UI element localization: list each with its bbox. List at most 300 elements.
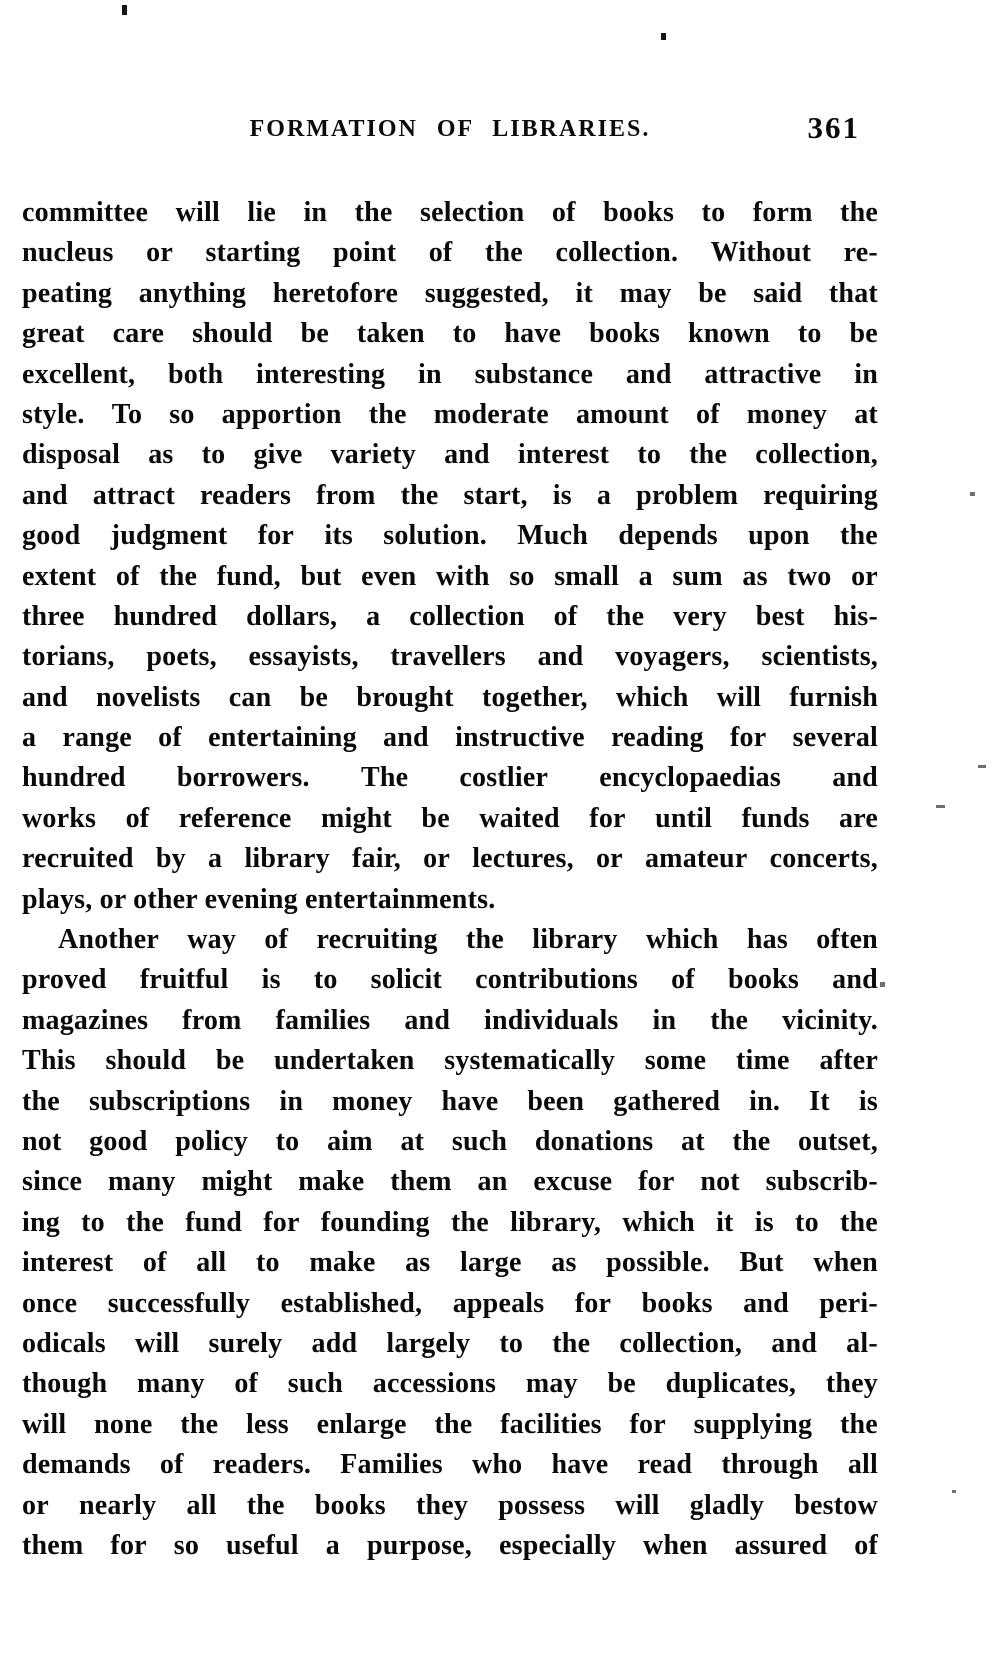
word: as — [148, 439, 174, 471]
word: might — [201, 1166, 273, 1198]
word: of — [264, 924, 289, 956]
word: for — [589, 802, 626, 834]
word: depends — [618, 520, 718, 552]
word: but — [300, 560, 342, 592]
word: to — [452, 318, 477, 350]
word: of — [428, 237, 453, 269]
word: books — [603, 197, 675, 228]
word: small — [554, 560, 619, 592]
word: nucleus — [22, 237, 114, 269]
text-line — [22, 1082, 878, 1122]
scan-speck — [122, 5, 127, 15]
word: and — [625, 358, 672, 390]
text-line — [22, 839, 878, 879]
word: ing — [22, 1206, 60, 1238]
word: money — [746, 398, 828, 430]
word: purpose, — [366, 1529, 473, 1561]
word: to — [313, 964, 338, 996]
text-line — [22, 557, 878, 597]
text-column — [22, 193, 878, 1566]
word: dollars, — [246, 600, 338, 632]
text-line — [22, 1162, 878, 1202]
word: be — [215, 1045, 245, 1077]
text-line — [22, 1243, 878, 1283]
word: will — [615, 1489, 660, 1521]
word: fund, — [216, 560, 281, 592]
word: so — [169, 398, 195, 430]
word: add — [311, 1327, 358, 1359]
word: borrowers. — [176, 762, 310, 794]
word: apportion — [221, 398, 342, 430]
word: care — [112, 318, 165, 350]
word: they — [415, 1489, 469, 1521]
word: will — [135, 1327, 180, 1359]
word: useful — [226, 1529, 299, 1561]
running-header: FORMATION OF LIBRARIES. — [249, 116, 651, 142]
text-line — [22, 637, 878, 677]
word: instructive — [455, 722, 585, 754]
word: as — [551, 1247, 577, 1279]
word: excellent, — [22, 358, 136, 390]
word: very — [673, 600, 727, 632]
word: and — [22, 681, 68, 713]
word: Another — [58, 924, 159, 956]
word: policy — [175, 1125, 248, 1157]
word: and — [537, 641, 584, 673]
word: essayists, — [248, 641, 359, 673]
text-line — [22, 476, 878, 516]
word: outset, — [798, 1125, 878, 1157]
word: point — [332, 237, 397, 269]
word: facilities — [500, 1408, 602, 1440]
scan-speck — [880, 982, 885, 987]
word: of — [551, 197, 576, 228]
word: a — [325, 1529, 340, 1561]
word: at — [681, 1125, 705, 1157]
word: the — [400, 479, 439, 511]
scan-speck — [978, 765, 986, 768]
word: best — [755, 600, 805, 632]
word: founding — [320, 1206, 430, 1238]
word: possess — [498, 1489, 586, 1521]
word: collection, — [755, 439, 878, 471]
word: magazines — [22, 1004, 149, 1036]
word: in — [418, 358, 442, 390]
word: subscrib- — [765, 1166, 878, 1198]
word: surely — [208, 1327, 283, 1359]
word: the — [434, 1408, 473, 1440]
word: or — [851, 560, 878, 592]
word: the — [552, 1327, 591, 1359]
word: in — [854, 358, 878, 390]
word: excuse — [533, 1166, 613, 1198]
word: collection, — [619, 1327, 743, 1359]
word: the — [484, 237, 523, 269]
word: vicinity. — [782, 1004, 878, 1036]
word: them — [22, 1529, 84, 1561]
text-line — [22, 758, 878, 798]
text-line — [22, 1284, 878, 1324]
word: are — [839, 802, 878, 834]
word: the — [180, 1408, 219, 1440]
word: by — [155, 843, 186, 875]
word: large — [460, 1247, 522, 1279]
text-line — [22, 314, 878, 354]
word: for — [110, 1529, 147, 1561]
word: and — [22, 479, 68, 511]
word: contributions — [475, 964, 639, 996]
word: accessions — [372, 1368, 497, 1400]
word: even — [361, 560, 417, 592]
word: known — [688, 318, 770, 350]
word: the — [840, 197, 878, 228]
word: furnish — [789, 681, 878, 713]
word: It — [809, 1085, 830, 1117]
word: the — [839, 1408, 878, 1440]
word: Much — [517, 520, 589, 552]
word: gladly — [689, 1489, 765, 1521]
word: especially — [498, 1529, 617, 1561]
word: interest — [517, 439, 610, 471]
word: that — [828, 277, 878, 309]
word: interesting — [256, 358, 386, 390]
word: to — [201, 439, 226, 471]
word: duplicates, — [665, 1368, 797, 1400]
word: form — [752, 197, 813, 228]
word: to — [81, 1206, 105, 1238]
word: the — [126, 1206, 164, 1238]
word: for — [629, 1408, 666, 1440]
word: largely — [386, 1327, 471, 1359]
word: of — [553, 600, 578, 632]
word: who — [471, 1449, 523, 1481]
word: may — [525, 1368, 578, 1400]
word: great — [22, 318, 85, 350]
text-line — [22, 920, 878, 960]
word: fruitful — [139, 964, 229, 996]
word: will — [22, 1408, 67, 1440]
word: collection — [409, 600, 525, 632]
word: as — [742, 560, 768, 592]
word: style. — [22, 398, 85, 430]
word: aim — [327, 1125, 373, 1157]
word: This — [22, 1045, 76, 1077]
word: waited — [479, 802, 560, 834]
word: be — [607, 1368, 636, 1400]
word: undertaken — [274, 1045, 415, 1077]
word: interest — [22, 1247, 114, 1279]
word: the — [368, 398, 407, 430]
word: three — [22, 600, 85, 632]
word: encyclopaedias — [599, 762, 781, 794]
scan-speck — [661, 33, 666, 40]
word: But — [739, 1247, 784, 1279]
word: with — [435, 560, 490, 592]
word: money — [332, 1085, 413, 1117]
word: it — [575, 277, 593, 309]
word: established, — [280, 1287, 423, 1319]
word: books — [589, 318, 661, 350]
word: in — [652, 1004, 677, 1036]
word: been — [527, 1085, 585, 1117]
word: travellers — [390, 641, 506, 673]
word: good — [89, 1125, 148, 1157]
word: which — [622, 1206, 695, 1238]
word: readers. — [212, 1449, 312, 1481]
word: recruiting — [316, 924, 438, 956]
word: the — [839, 520, 878, 552]
word: to — [499, 1327, 524, 1359]
word: when — [813, 1247, 878, 1279]
word: not — [22, 1125, 62, 1157]
word: all — [847, 1449, 878, 1481]
text-line — [22, 516, 878, 556]
word: not — [700, 1166, 740, 1198]
word: them — [390, 1166, 452, 1198]
text-line — [22, 1041, 878, 1081]
word: books — [727, 964, 800, 996]
word: to — [795, 1206, 819, 1238]
word: once — [22, 1287, 78, 1319]
word: such — [451, 1125, 508, 1157]
word: so — [173, 1529, 200, 1561]
text-line — [22, 1364, 878, 1404]
word: lie — [247, 197, 276, 228]
word: attractive — [704, 358, 822, 390]
word: for — [730, 722, 767, 754]
word: they — [825, 1368, 878, 1400]
word: costlier — [459, 762, 549, 794]
word: suggested, — [424, 277, 549, 309]
word: give — [253, 439, 303, 471]
word: have — [504, 318, 562, 350]
word: al- — [846, 1327, 878, 1359]
word: for — [257, 520, 295, 552]
word: To — [111, 398, 143, 430]
text-line — [22, 1203, 878, 1243]
text-line — [22, 435, 878, 475]
word: poets, — [146, 641, 217, 673]
word: books — [641, 1287, 713, 1319]
word: peri- — [819, 1287, 878, 1319]
word: at — [400, 1125, 425, 1157]
word: possible. — [606, 1247, 710, 1279]
word: at — [854, 398, 878, 430]
word: such — [287, 1368, 344, 1400]
word: in — [279, 1085, 304, 1117]
word: committee — [22, 197, 149, 228]
word: to — [701, 197, 726, 228]
word: funds — [741, 802, 810, 834]
word: solicit — [370, 964, 443, 996]
word: reference — [178, 802, 292, 834]
word: brought — [356, 681, 454, 713]
word: or — [146, 237, 173, 269]
scan-speck — [952, 1490, 956, 1493]
word: readers — [200, 479, 292, 511]
word: substance — [474, 358, 594, 390]
word: and — [383, 722, 429, 754]
word: library — [532, 924, 618, 956]
word: may — [619, 277, 672, 309]
word: books — [314, 1489, 386, 1521]
word: subscriptions — [88, 1085, 251, 1117]
word: and — [771, 1327, 817, 1359]
word: the — [839, 1206, 878, 1238]
text-line — [22, 395, 878, 435]
word: works — [22, 802, 97, 834]
word: or — [595, 843, 623, 875]
word: said — [753, 277, 803, 309]
word: reading — [611, 722, 704, 754]
text-line — [22, 1486, 878, 1526]
word: is — [552, 479, 572, 511]
word: the — [450, 1206, 489, 1238]
word: heretofore — [272, 277, 399, 309]
word: the — [354, 197, 393, 228]
word: to — [256, 1247, 280, 1279]
word: way — [187, 924, 237, 956]
word: concerts, — [769, 843, 878, 875]
word: none — [94, 1408, 153, 1440]
word: library — [244, 843, 330, 875]
word: proved — [22, 964, 107, 996]
text-line — [22, 1122, 878, 1162]
word: the — [159, 560, 198, 592]
word: gathered — [613, 1085, 721, 1117]
word: in — [303, 197, 328, 228]
text-line: plays, or other evening entertainments. — [22, 883, 496, 915]
word: families — [275, 1004, 371, 1036]
word: voyagers, — [615, 641, 730, 673]
word: to — [637, 439, 662, 471]
text-line — [22, 718, 878, 758]
word: enlarge — [316, 1408, 407, 1440]
word: a — [22, 722, 37, 754]
word: is — [858, 1085, 878, 1117]
word: demands — [22, 1449, 131, 1481]
word: library, — [510, 1206, 602, 1238]
word: time — [736, 1045, 790, 1077]
text-line — [22, 678, 878, 718]
word: of — [234, 1368, 259, 1400]
word: some — [644, 1045, 707, 1077]
word: though — [22, 1368, 108, 1400]
word: since — [22, 1166, 83, 1198]
word: an — [477, 1166, 508, 1198]
text-line — [22, 274, 878, 314]
word: appeals — [452, 1287, 545, 1319]
word: two — [787, 560, 832, 592]
word: be — [849, 318, 878, 350]
word: have — [551, 1449, 609, 1481]
word: Without — [710, 237, 812, 269]
text-line — [22, 960, 878, 1000]
word: of — [854, 1529, 878, 1561]
word: often — [816, 924, 878, 956]
word: the — [689, 439, 728, 471]
word: of — [696, 398, 720, 430]
word: and — [444, 439, 490, 471]
word: as — [405, 1247, 431, 1279]
text-line — [22, 1001, 878, 1041]
word: problem — [636, 479, 739, 511]
word: all — [196, 1247, 227, 1279]
word: individuals — [484, 1004, 619, 1036]
text-line — [22, 799, 878, 839]
word: less — [246, 1408, 289, 1440]
word: scientists, — [761, 641, 878, 673]
word: will — [175, 197, 220, 228]
text-line — [22, 1324, 878, 1364]
word: many — [136, 1368, 205, 1400]
word: for — [263, 1206, 300, 1238]
word: starting — [205, 237, 301, 269]
word: solution. — [383, 520, 487, 552]
word: it — [716, 1206, 734, 1238]
word: the — [246, 1489, 285, 1521]
word: be — [421, 802, 450, 834]
word: several — [792, 722, 878, 754]
word: a — [596, 479, 612, 511]
word: and — [832, 964, 878, 996]
word: The — [360, 762, 409, 794]
text-line — [22, 355, 878, 395]
word: is — [754, 1206, 774, 1238]
text-line — [22, 597, 878, 637]
word: sum — [672, 560, 723, 592]
word: might — [320, 802, 392, 834]
word: from — [316, 479, 376, 511]
word: fair, — [352, 843, 401, 875]
word: the — [732, 1125, 771, 1157]
word: a — [638, 560, 653, 592]
word: upon — [748, 520, 810, 552]
word: to — [797, 318, 822, 350]
word: collection. — [555, 237, 679, 269]
word: its — [324, 520, 353, 552]
word: make — [298, 1166, 365, 1198]
word: of — [125, 802, 150, 834]
word: re- — [843, 237, 878, 269]
word: both — [167, 358, 224, 390]
word: to — [275, 1125, 300, 1157]
word: systematically — [444, 1045, 616, 1077]
word: for — [574, 1287, 612, 1319]
word: novelists — [96, 681, 201, 713]
word: have — [441, 1085, 499, 1117]
word: fund — [185, 1206, 243, 1238]
word: selection — [420, 197, 525, 228]
word: entertaining — [208, 722, 357, 754]
word: torians, — [22, 641, 115, 673]
word: until — [655, 802, 713, 834]
word: in. — [749, 1085, 781, 1117]
word: disposal — [22, 439, 121, 471]
word: and — [743, 1287, 789, 1319]
word: amateur — [644, 843, 748, 875]
word: of — [159, 1449, 184, 1481]
word: extent — [22, 560, 97, 592]
word: make — [309, 1247, 376, 1279]
word: from — [182, 1004, 242, 1036]
text-line — [22, 1405, 878, 1445]
word: recruited — [22, 843, 134, 875]
word: is — [261, 964, 281, 996]
word: of — [142, 1247, 167, 1279]
scan-speck — [970, 492, 975, 496]
word: amount — [575, 398, 669, 430]
